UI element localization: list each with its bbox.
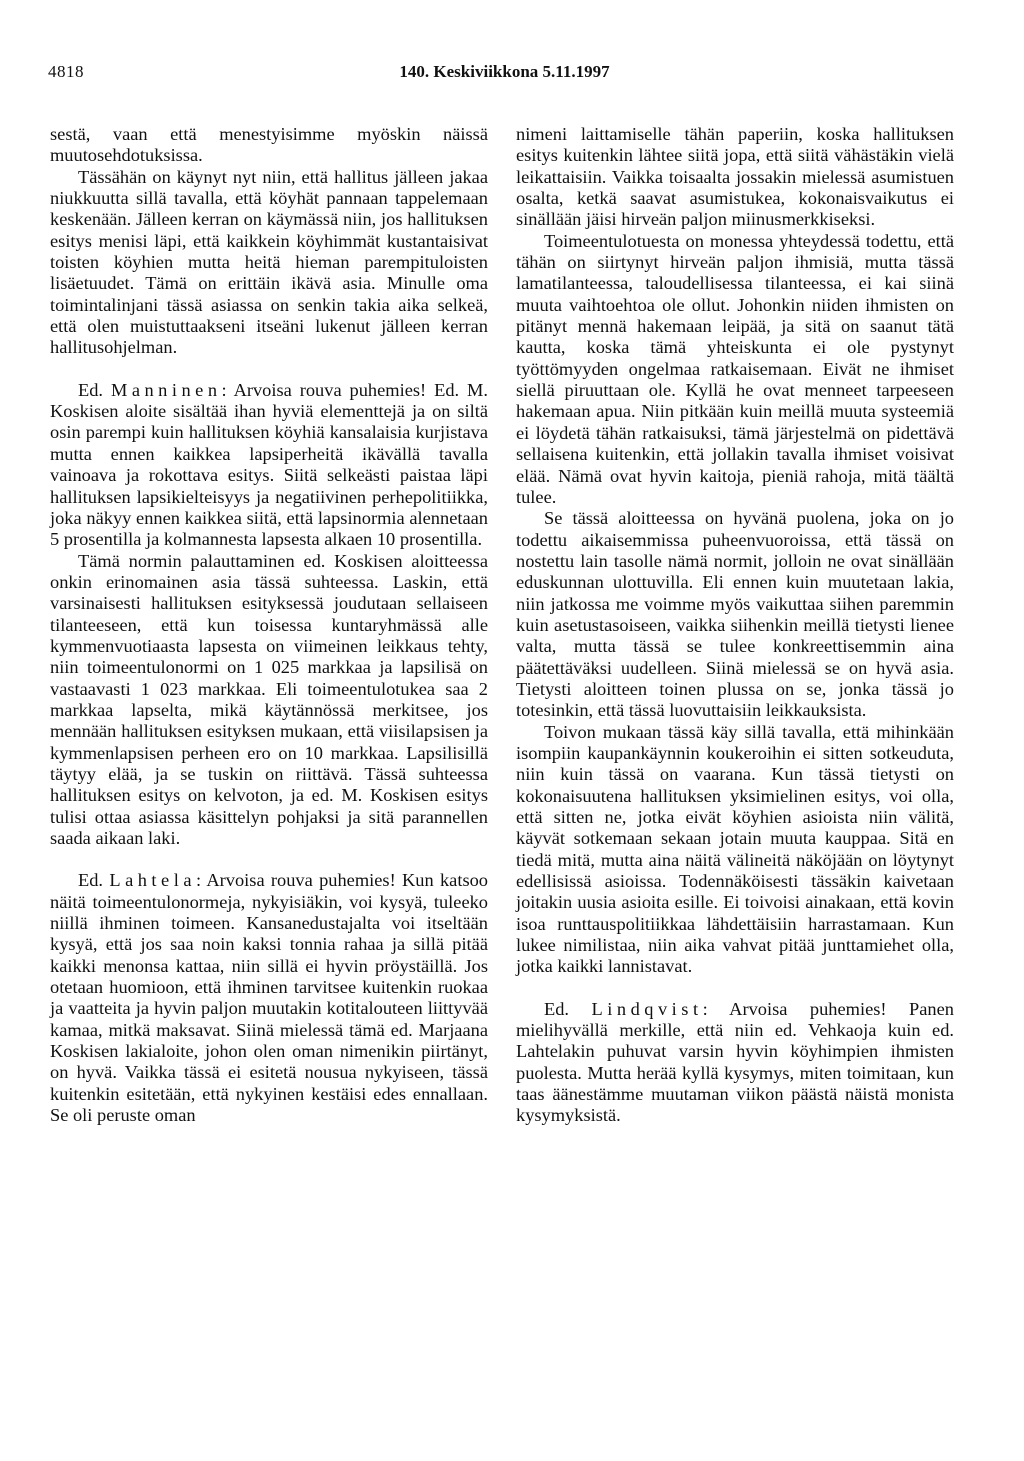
speaker-name: Lahtela [109, 870, 196, 891]
speaker-prefix: Ed. [544, 998, 570, 1019]
speaker-prefix: Ed. [78, 379, 104, 400]
speaker-name: Manninen [110, 379, 222, 400]
speech-text: : Arvoisa rouva puhemies! Ed. M. Koskisen aloite sisältää ihan hyviä elementtejä ja on siltä osin parempi kuin hallituksen köyhiä kansalaisia kurjistava mutta ennen kaikkea lapsiperheitä ikävällä tavalla vainoava ja rokottava esitys. Siitä selkeästi paistaa läpi hallituksen lapsikielteisyys ja negatiivinen perhepolitiikka, joka näkyy ennen kaikkea siitä, että lapsinormia alennetaan 5 prosentilla ja kolmannesta lapsesta alkaen 10 prosentilla. [50, 379, 488, 550]
paragraph: Tässähän on käynyt nyt niin, että hallitus jälleen jakaa niukkuutta sillä tavalla, että köyhät pannaan tappelemaan keskenään. Jälleen kerran on käymässä niin, jos hallituksen esitys menisi läpi, että kaikkein köyhimmät kustantaisivat toisten köyhien mutta heitä hieman parempituloisten lisäetuudet. Tämä on erittäin ikävä asia. Minulle oma toimintalinjani tässä asiassa on senkin takia aika selkeä, että olen muistuttaakseni itseäni lukenut jälleen kerran hallitusohjelman. [50, 166, 488, 358]
right-column [516, 124, 954, 1127]
paragraph: Toivon mukaan tässä käy sillä tavalla, että mihinkään isompiin kaupankäynnin koukeroihin ei sitten sotkeuduta, niin kuin tässä on vaarana. Kun tässä tietysti on kokonaisuutena hallituksen yksimielinen esitys, voi olla, että sitten ne, jotka eivät köyhien asioista niin välitä, käyvät sotkemaan sekaan jotain muuta kauppaa. Sitä en tiedä mitä, mutta aina näitä välineitä näköjään on löytynyt edellisissä asioissa. Todennäköisesti tässäkin kaivetaan joitakin uusia asioita esille. Ei toivoisi ainakaan, että kovin isoa runttauspolitiikkaa lähdettäisiin harrastamaan. Kun lukee nimilistaa, niin aika vahvat pitää junttamiehet olla, jotka kaikki lannistavat. [516, 721, 954, 977]
speaker-prefix: Ed. [78, 870, 104, 891]
page-number: 4818 [48, 62, 84, 81]
paragraph: Se tässä aloitteessa on hyvänä puolena, joka on jo todettu aikaisemmissa puheenvuoroissa, että tässä on nostettu lain tasolle nämä normit, jolloin ne ovat sinällään eduskunnan ulottuvilla. Eli ennen kuin muutetaan lakia, niin jatkossa me voimme myös vaikuttaa siihen paremmin kuin asetustasoiseen, vaikka siihenkin meillä tietysti lienee valta, mutta tässä se tulee konkreettisemmin aina päätettäväksi uudelleen. Siinä mielessä se on hyvä asia. Tietysti aloitteen toinen plussa on se, jonka tässä jo totesinkin, että tässä luovuttaisiin leikkauksista. [516, 508, 954, 721]
speech-lahtela [50, 870, 488, 1126]
paragraph: sestä, vaan että menestyisimme myöskin näissä muutosehdotuksissa. [50, 124, 488, 166]
paragraph: nimeni laittamiselle tähän paperiin, koska hallituksen esitys kuitenkin lähtee siitä jopa, että siitä vähästäkin vielä leikattaisiin. Vaikka toisaalta jossakin mielessä asumistuen osalta, ketkä saavat asumistukea, kokonaisvaikutus ei sinällään jäisi hirveän paljon miinusmerkkiseksi. [516, 124, 954, 230]
issue-title: 140. Keskiviikkona 5.11.1997 [399, 62, 610, 81]
speaker-name: Lindqvist [591, 998, 703, 1019]
speech-text: : Arvoisa rouva puhemies! Kun katsoo näitä toimeentulonormeja, nykyisiäkin, voi kysyä, tuleeko niillä ihminen toimeen. Kansanedustajalta voi itseltään kysyä, että jos saa noin kaksi tonnia rahaa ja sillä pitää kaikki menonsa kattaa, niin sillä ei hyvin pröystäillä. Jos otetaan huomioon, että ihminen tarvitsee kuitenkin ruokaa ja vaatteita ja hyvin paljon muutakin kotitalouteen liittyvää kamaa, mitkä maksavat. Siinä mielessä tämä ed. Marjaana Koskisen lakialoite, johon olen oman nimenikin piirtänyt, on hyvä. Vaikka tässä ei esitetä nousua nykyiseen, tässä kuitenkin esitetään, että nykyinen kestäisi edes ennallaan. Se oli peruste oman [50, 870, 488, 1126]
speech-manninen [50, 380, 488, 551]
speech-lindqvist [516, 999, 954, 1127]
page-header [48, 62, 961, 86]
paragraph: Toimeentulotuesta on monessa yhteydessä todettu, että tähän on siirtynyt hirveän paljon ihmisiä, mutta tässä lamatilanteessa, taloudellisessa tilanteessa, ei kai siinä muuta vaihtoehtoa ole ollut. Johonkin niiden ihmisten on pitänyt mennä hakemaan leipää, ja sitä on saanut tätä kautta, koska tämä yhteiskunta ei ole pystynyt työttömyyden ongelmaa ratkaisemaan. Eivät ne ihmiset siellä piruuttaan ole. Kyllä he ovat menneet tarpeeseen hakemaan apua. Niin pitkään kuin meillä muuta systeemiä ei löydetä tähän ratkaisuksi, tämä järjestelmä on pidettävä sellaisena kuitenkin, että jollakin tavalla ihmiset voisivat elää. Nämä ovat hyvin kaitoja, pieniä rahoja, mitä täältä tulee. [516, 230, 954, 507]
paragraph: Tämä normin palauttaminen ed. Koskisen aloitteessa onkin erinomainen asia tässä suhteessa. Laskin, että varsinaisesti hallituksen esityksessä joudutaan sellaiseen tilanteeseen, että kun toisessa kuntaryhmässä alle kymmenvuotiaasta lapsesta on viimeinen leikkaus tehty, niin toimeentulonormi on 1 025 markkaa ja lapsilisä on vastaavasti 1 023 markkaa. Eli toimeentulotukea saa 2 markkaa lapselta, mikä käytännössä merkitsee, jos mennään hallituksen esityksen mukaan, että viisilapsisen ja kymmenlapsisen perheen ero on 10 markkaa. Lapsilisillä täytyy elää, ja se tuskin on riittävä. Tässä suhteessa hallituksen esitys on kelvoton, ja ed. M. Koskisen esitys tulisi ottaa asiassa käsittelyn pohjaksi ja sitä parannellen saada aikaan laki. [50, 550, 488, 848]
speech-text: : Arvoisa puhemies! Panen mielihyvällä merkille, että niin ed. Vehkaoja kuin ed. Lahtelakin puhuvat varsin hyvin köyhimpien ihmisten puolesta. Mutta herää kyllä kysymys, miten toimitaan, kun taas äänestämme muutaman viikon päästä näistä monista kysymyksistä. [516, 998, 954, 1126]
left-column [50, 124, 488, 1126]
